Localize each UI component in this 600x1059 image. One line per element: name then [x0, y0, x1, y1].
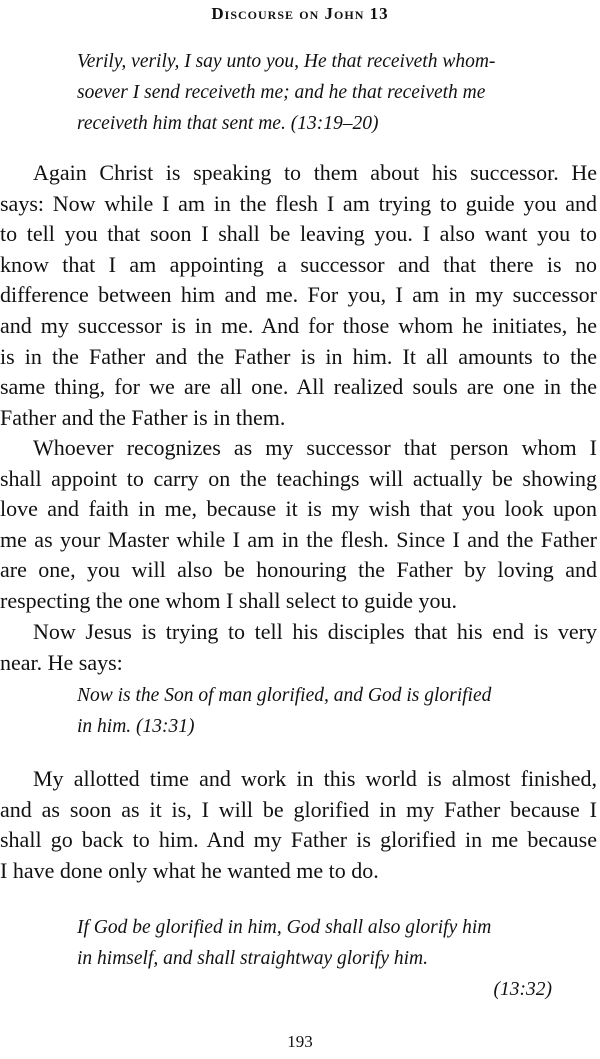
text-line: is in the Father and the Father is in him. It all amounts to the [0, 343, 597, 369]
paragraph-2 [0, 433, 597, 617]
text-line: are one, you will also be honouring the Father by loving and [0, 557, 597, 583]
text-line: Whoever recognizes as my successor that person whom I [33, 435, 597, 460]
text-line: and as soon as it is, I will be glorified in my Father because I [0, 796, 597, 822]
text-line: same thing, for we are all one. All realized souls are one in the [0, 374, 597, 400]
quote-line: soever I send receiveth me; and he that receiveth me [77, 82, 486, 103]
text-line: know that I am appointing a successor and that there is no [0, 251, 597, 277]
text-line: me as your Master while I am in the flesh. Since I and the Father [0, 526, 597, 552]
quote-line: Now is the Son of man glorified, and God is glorified [77, 685, 492, 706]
text-line: says: Now while I am in the flesh I am trying to guide you and [0, 190, 597, 216]
scripture-reference: (13:32) [493, 979, 552, 1000]
text-line: Now Jesus is trying to tell his disciples that his end is very [33, 619, 597, 644]
text-line: to tell you that soon I shall be leaving you. I also want you to [0, 221, 597, 247]
scripture-quote-2 [77, 680, 557, 742]
quote-line: receiveth him that sent me. (13:19–20) [77, 113, 379, 134]
text-line: and my successor is in me. And for those whom he initiates, he [0, 312, 597, 338]
text-line: My allotted time and work in this world is almost finished, [33, 766, 597, 791]
running-header: Discourse on John 13 [211, 4, 389, 23]
page-number: 193 [287, 1032, 313, 1051]
paragraph-4 [0, 764, 597, 886]
text-line: respecting the one whom I shall select to guide you. [0, 587, 457, 613]
text-line: Father and the Father is in them. [0, 404, 286, 430]
text-line: love and faith in me, because it is my wish that you look upon [0, 496, 597, 522]
quote-line: Verily, verily, I say unto you, He that receiveth whom- [77, 51, 496, 72]
paragraph-3 [0, 617, 597, 678]
text-line: near. He says: [0, 649, 123, 675]
quote-line: in him. (13:31) [77, 716, 195, 737]
paragraph-1 [0, 158, 597, 433]
text-line: shall go back to him. And my Father is glorified in me because [0, 827, 597, 853]
text-line: difference between him and me. For you, I am in my successor [0, 282, 597, 308]
quote-line: If God be glorified in him, God shall also glorify him [77, 917, 492, 938]
scripture-quote-1 [77, 46, 557, 139]
scripture-quote-3 [77, 912, 557, 1005]
quote-line: in himself, and shall straightway glorify him. [77, 948, 429, 969]
text-line: Again Christ is speaking to them about his successor. He [33, 160, 597, 185]
text-line: I have done only what he wanted me to do. [0, 857, 379, 883]
text-line: shall appoint to carry on the teachings will actually be showing [0, 465, 597, 491]
